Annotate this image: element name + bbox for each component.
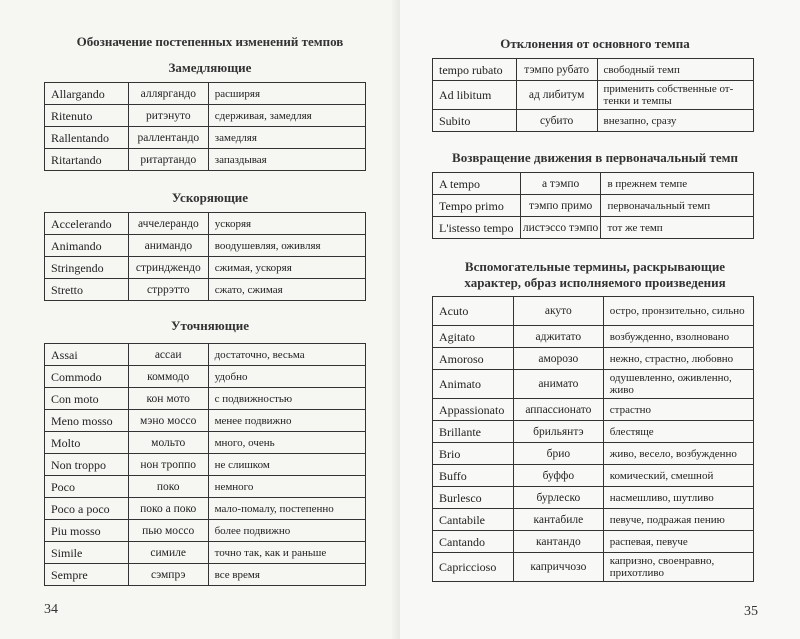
transliteration-cell: сэмпрэ [128,564,208,586]
transliteration-cell: поко [128,476,208,498]
term-cell: L'istesso tempo [433,217,521,239]
term-cell: Poco a poco [45,498,129,520]
table-row [433,443,754,465]
transliteration-cell: коммодо [128,366,208,388]
meaning-cell: одушевленно, оживленно, живо [603,370,753,399]
meaning-cell: свободный темп [597,59,753,81]
meaning-cell: удобно [208,366,365,388]
transliteration-cell: раллентандо [128,127,208,149]
term-cell: Appassionato [433,399,514,421]
meaning-cell: мало-помалу, постепенно [208,498,365,520]
transliteration-cell: нон троппо [128,454,208,476]
section-heading-slowing: Замедляющие [168,60,252,75]
term-cell: Cantando [433,531,514,553]
term-cell: Acuto [433,297,514,326]
term-cell: Commodo [45,366,129,388]
meaning-cell: комический, смешной [603,465,753,487]
transliteration-cell: стринджендо [128,257,208,279]
meaning-cell: достаточно, весьма [208,344,365,366]
term-cell: Simile [45,542,129,564]
table-row [433,509,754,531]
term-cell: Assai [45,344,129,366]
transliteration-cell: аппассионато [513,399,603,421]
meaning-cell: певуче, подражая пению [603,509,753,531]
slowing-terms-table [44,82,366,171]
table-row [433,553,754,582]
transliteration-cell: брио [513,443,603,465]
term-cell: Stringendo [45,257,129,279]
transliteration-cell: а тэмпо [520,173,601,195]
term-cell: Brillante [433,421,514,443]
meaning-cell: запаздывая [208,149,365,171]
meaning-cell: живо, весело, возбужденно [603,443,753,465]
deviation-terms-table [432,58,754,132]
term-cell: Brio [433,443,514,465]
transliteration-cell: алляргандо [128,83,208,105]
table-row [45,257,366,279]
term-cell: Ad libitum [433,81,517,110]
meaning-cell: тот же темп [601,217,754,239]
transliteration-cell: тэмпо примо [520,195,601,217]
transliteration-cell: аччелерандо [128,213,208,235]
term-cell: Burlesco [433,487,514,509]
term-cell: Stretto [45,279,129,301]
meaning-cell: возбужденно, взолновано [603,326,753,348]
term-cell: Subito [433,110,517,132]
section-heading-return: Возвращение движения в первоначальный темп [452,150,738,165]
table-row [433,59,754,81]
table-row [45,476,366,498]
meaning-cell: не слишком [208,454,365,476]
table-row [433,421,754,443]
transliteration-cell: пью моссо [128,520,208,542]
meaning-cell: замедляя [208,127,365,149]
table-row [45,213,366,235]
term-cell: Meno mosso [45,410,129,432]
table-row [45,520,366,542]
term-cell: Cantabile [433,509,514,531]
term-cell: Animando [45,235,129,257]
table-row [433,217,754,239]
meaning-cell: капризно, своенравно, прихотливо [603,553,753,582]
transliteration-cell: стррэтто [128,279,208,301]
table-row [45,235,366,257]
table-row [45,127,366,149]
meaning-cell: много, очень [208,432,365,454]
term-cell: Molto [45,432,129,454]
term-cell: Agitato [433,326,514,348]
page-number: 34 [44,602,58,617]
transliteration-cell: кон мото [128,388,208,410]
transliteration-cell: листэссо тэмпо [520,217,601,239]
transliteration-cell: кантандо [513,531,603,553]
table-row [433,348,754,370]
meaning-cell: сжато, сжимая [208,279,365,301]
section-heading-accelerating: Ускоряющие [171,190,249,205]
specifying-terms-table [44,343,366,586]
table-row [433,173,754,195]
meaning-cell: более подвижно [208,520,365,542]
term-cell: tempo rubato [433,59,517,81]
term-cell: Amoroso [433,348,514,370]
meaning-cell: первоначальный темп [601,195,754,217]
table-row [45,410,366,432]
term-cell: Rallentando [45,127,129,149]
meaning-cell: точно так, как и раньше [208,542,365,564]
meaning-cell: расширяя [208,83,365,105]
transliteration-cell: ассаи [128,344,208,366]
table-row [433,326,754,348]
table-row [45,344,366,366]
table-row [45,454,366,476]
meaning-cell: в прежнем темпе [601,173,754,195]
term-cell: Capriccioso [433,553,514,582]
transliteration-cell: мольто [128,432,208,454]
transliteration-cell: кантабиле [513,509,603,531]
table-row [433,465,754,487]
transliteration-cell: анимато [513,370,603,399]
transliteration-cell: анимандо [128,235,208,257]
table-row [45,279,366,301]
meaning-cell: воодушевляя, оживляя [208,235,365,257]
table-row [45,432,366,454]
transliteration-cell: буффо [513,465,603,487]
transliteration-cell: аджитато [513,326,603,348]
table-row [45,366,366,388]
meaning-cell: распевая, певуче [603,531,753,553]
page-title: Обозначение постепенных изменений темпов [76,34,344,49]
transliteration-cell: ад либитум [516,81,597,110]
meaning-cell: все время [208,564,365,586]
table-row [45,105,366,127]
table-row [45,564,366,586]
term-cell: Buffo [433,465,514,487]
section-heading-auxiliary: Вспомогательные термины, раскрывающие характер, образ исполняемого произведения [464,259,726,290]
meaning-cell: сдерживая, замедляя [208,105,365,127]
transliteration-cell: каприччозо [513,553,603,582]
transliteration-cell: мэно моссо [128,410,208,432]
page-number: 35 [744,604,758,619]
meaning-cell: внезапно, сразу [597,110,753,132]
term-cell: Animato [433,370,514,399]
table-row [433,370,754,399]
table-row [45,498,366,520]
meaning-cell: немного [208,476,365,498]
transliteration-cell: ритартандо [128,149,208,171]
term-cell: Sempre [45,564,129,586]
term-cell: Poco [45,476,129,498]
table-row [433,399,754,421]
meaning-cell: насмешливо, шутливо [603,487,753,509]
return-terms-table [432,172,754,239]
term-cell: Accelerando [45,213,129,235]
table-row [433,531,754,553]
transliteration-cell: тэмпо рубато [516,59,597,81]
meaning-cell: нежно, страстно, любовно [603,348,753,370]
transliteration-cell: симиле [128,542,208,564]
transliteration-cell: аморозо [513,348,603,370]
table-row [45,149,366,171]
right-page [400,0,800,639]
section-heading-specifying: Уточняющие [171,318,249,333]
transliteration-cell: ритэнуто [128,105,208,127]
meaning-cell: с подвижностью [208,388,365,410]
term-cell: Con moto [45,388,129,410]
transliteration-cell: бурлеско [513,487,603,509]
section-heading-deviations: Отклонения от основного темпа [500,36,690,51]
table-row [433,81,754,110]
meaning-cell: менее подвижно [208,410,365,432]
table-row [433,487,754,509]
table-row [45,542,366,564]
meaning-cell: ускоряя [208,213,365,235]
term-cell: Ritenuto [45,105,129,127]
table-row [45,83,366,105]
table-row [45,388,366,410]
term-cell: A tempo [433,173,521,195]
auxiliary-terms-table [432,296,754,582]
term-cell: Ritartando [45,149,129,171]
meaning-cell: сжимая, ускоряя [208,257,365,279]
transliteration-cell: поко а поко [128,498,208,520]
meaning-cell: остро, пронзительно, сильно [603,297,753,326]
transliteration-cell: субито [516,110,597,132]
accelerating-terms-table [44,212,366,301]
meaning-cell: блестяще [603,421,753,443]
term-cell: Tempo primo [433,195,521,217]
term-cell: Piu mosso [45,520,129,542]
table-row [433,297,754,326]
term-cell: Allargando [45,83,129,105]
term-cell: Non troppo [45,454,129,476]
meaning-cell: страстно [603,399,753,421]
meaning-cell: применить собственные от-тенки и темпы [597,81,753,110]
transliteration-cell: акуто [513,297,603,326]
table-row [433,195,754,217]
transliteration-cell: брильянтэ [513,421,603,443]
table-row [433,110,754,132]
